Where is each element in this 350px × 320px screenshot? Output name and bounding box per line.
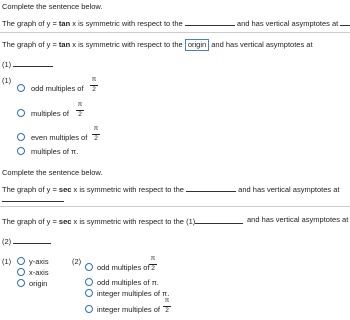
q2-blank-asymptotes	[2, 194, 64, 202]
fraction: π 2	[93, 125, 99, 142]
radio-button[interactable]	[17, 257, 25, 265]
divider	[0, 32, 350, 33]
q1-instruction: Complete the sentence below.	[2, 2, 103, 11]
radio-button[interactable]	[85, 289, 93, 297]
radio-button[interactable]	[17, 147, 25, 155]
radio-button[interactable]	[85, 305, 93, 313]
q2-answer-line: The graph of y = sec x is symmetric with respect to the (1)	[2, 216, 243, 226]
q2-options1-label: (1)	[2, 257, 12, 266]
q1-blank-symmetry	[185, 18, 235, 26]
radio-button[interactable]	[17, 268, 25, 276]
q1-blank-asymptotes-answer[interactable]	[13, 59, 53, 67]
q2-blank-row: (2)	[2, 236, 51, 246]
divider	[0, 206, 350, 207]
radio-button[interactable]	[85, 263, 93, 271]
q1-selected-answer[interactable]: origin	[185, 39, 209, 51]
q2-instruction: Complete the sentence below.	[2, 168, 103, 177]
q1-blank-row: (1)	[2, 59, 53, 69]
q2-blank-symmetry-answer[interactable]	[195, 216, 243, 224]
q1-blank-asymptotes	[340, 18, 350, 26]
q2-answer-line-end: and has vertical asymptotes at	[247, 215, 349, 224]
radio-button[interactable]	[17, 279, 25, 287]
q1-answer-line: The graph of y = tan x is symmetric with respect to the origin and has vertical asymptotes at	[2, 40, 313, 49]
q1-sentence: The graph of y = tan x is symmetric with respect to the and has vertical asymptotes at	[2, 18, 350, 28]
radio-button[interactable]	[17, 133, 25, 141]
q1-options-label: (1)	[2, 76, 12, 85]
radio-button[interactable]	[17, 109, 25, 117]
q2-options2-label: (2)	[72, 257, 82, 266]
q2-blank-symmetry	[186, 184, 236, 192]
q2-blank-asymptotes-answer[interactable]	[13, 236, 51, 244]
fraction: π 2	[91, 76, 97, 93]
fraction: π 2	[77, 101, 83, 118]
fraction: π 2	[150, 255, 156, 272]
radio-button[interactable]	[17, 84, 25, 92]
radio-button[interactable]	[85, 278, 93, 286]
fraction: π 2	[164, 297, 170, 314]
q2-sentence: The graph of y = sec x is symmetric with respect to the and has vertical asymptotes at	[2, 185, 340, 194]
